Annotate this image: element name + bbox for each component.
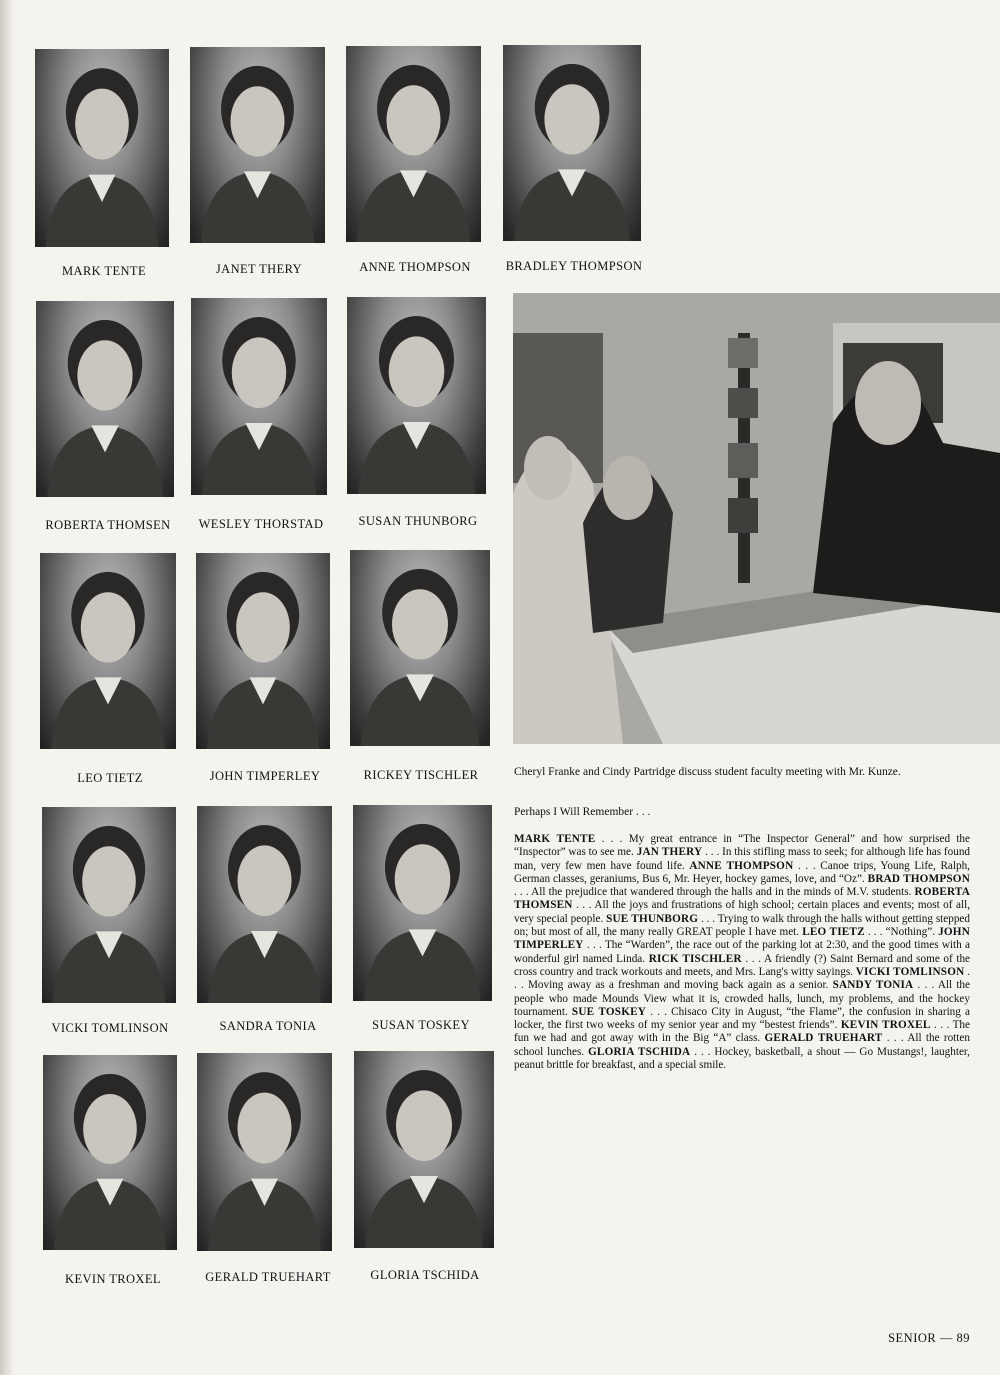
memory-name: BRAD THOMPSON <box>867 872 970 885</box>
page-folio: SENIOR — 89 <box>888 1331 970 1345</box>
portrait-silhouette <box>197 806 332 1003</box>
memory-name: LEO TIETZ <box>802 926 865 939</box>
senior-name: JOHN TIMPERLEY <box>209 769 321 783</box>
senior-name: SUSAN TOSKEY <box>372 1018 470 1032</box>
portrait-photo <box>197 1053 332 1251</box>
page-spine-shadow <box>0 0 14 1375</box>
senior-name: ANNE THOMPSON <box>359 260 471 274</box>
senior-name: KEVIN TROXEL <box>65 1272 161 1286</box>
memory-name: KEVIN TROXEL <box>840 1019 931 1032</box>
senior-name: SUSAN THUNBORG <box>358 514 478 528</box>
portrait-photo <box>353 805 492 1001</box>
portrait-silhouette <box>36 301 174 497</box>
photo-caption: Cheryl Franke and Cindy Partridge discuss student faculty meeting with Mr. Kunze. <box>514 766 901 778</box>
portrait-silhouette <box>346 46 481 242</box>
senior-name: MARK TENTE <box>62 264 146 278</box>
portrait-photo <box>190 47 325 243</box>
portrait-photo <box>346 46 481 242</box>
senior-name: BRADLEY THOMPSON <box>505 259 643 273</box>
portrait-silhouette <box>350 550 490 746</box>
portrait-silhouette <box>354 1051 494 1248</box>
memory-name: SUE TOSKEY <box>571 1005 647 1018</box>
portrait-silhouette <box>353 805 492 1001</box>
memory-name: RICK TISCHLER <box>648 952 742 965</box>
memories-paragraph <box>514 833 970 1072</box>
memory-name: MARK TENTE <box>514 833 596 845</box>
memory-text: . . . “Nothing”. <box>864 926 939 939</box>
portrait-silhouette <box>42 807 176 1003</box>
memory-text: . . . The “Warden”, the race out of the parking lot at 2:30, and the good times with a wonderful girl named Linda. <box>514 939 970 965</box>
portrait-photo <box>191 298 327 495</box>
memory-name: JAN THERY <box>636 846 703 859</box>
senior-name: RICKEY TISCHLER <box>363 768 479 782</box>
portrait-photo <box>35 49 169 247</box>
memory-text: . . . All the people who made Mounds View what it is, crowded halls, lunch, my problems, and the hockey tournament. <box>514 979 970 1018</box>
memory-name: GERALD TRUEHART <box>764 1032 883 1045</box>
memory-name: SUE THUNBORG <box>606 912 699 925</box>
portrait-photo <box>40 553 176 749</box>
memory-text: . . . A friendly (?) Saint Bernard and some of the cross country and track workouts and meets, and Mrs. Lang's witty sayings. <box>514 952 971 978</box>
memory-text: . . . My great entrance in “The Inspector General” and how surprised the “Inspector” was to see me. <box>514 833 970 859</box>
memory-text: . . . Chisaco City in August, “the Flame”, the confusion in sharing a locker, the first two weeks of my senior year and my “bestest friends”. <box>514 1005 970 1032</box>
memory-text: . . . The fun we had and got away with in the Big “A” class. <box>514 1019 970 1045</box>
memory-name: SANDY TONIA <box>832 979 914 992</box>
memory-name: ROBERTA THOMSEN <box>514 886 970 912</box>
senior-name: ROBERTA THOMSEN <box>45 518 171 532</box>
memory-name: VICKI TOMLINSON <box>855 965 965 978</box>
senior-name: WESLEY THORSTAD <box>198 517 324 531</box>
senior-name: GLORIA TSCHIDA <box>370 1268 480 1282</box>
portrait-photo <box>350 550 490 746</box>
portrait-photo <box>36 301 174 497</box>
senior-name: SANDRA TONIA <box>219 1019 317 1033</box>
portrait-silhouette <box>196 553 330 749</box>
memory-text: . . . All the joys and frustrations of high school; certain places and events; most of all, very special people. <box>514 899 970 925</box>
memories-heading: Perhaps I Will Remember . . . <box>514 806 651 818</box>
memory-text: . . . All the prejudice that wandered through the halls and in the minds of M.V. students. <box>514 886 915 899</box>
memory-text: . . . All the rotten school lunches. <box>514 1032 970 1058</box>
portrait-photo <box>354 1051 494 1248</box>
portrait-silhouette <box>197 1053 332 1251</box>
memory-text: . . . In this stifling mass to seek; for although life has found man, very few men have found life. <box>514 846 971 872</box>
memory-text: . . . Trying to walk through the halls without getting stepped on; but most of all, the many really GREAT people I have met. <box>514 912 970 939</box>
senior-name: LEO TIETZ <box>77 771 143 785</box>
memory-text: . . . Canoe trips, Young Life, Ralph, German classes, geraniums, Bus 6, Mr. Heyer, hockey games, love, and “Oz”. <box>514 859 970 885</box>
portrait-photo <box>347 297 486 494</box>
portrait-photo <box>42 807 176 1003</box>
memory-text: . . . Hockey, basketball, a shout — Go Mustangs!, laughter, peanut brittle for breakfast, and a special smile. <box>514 1045 970 1072</box>
memory-name: ANNE THOMPSON <box>689 859 794 872</box>
portrait-photo <box>503 45 641 241</box>
portrait-silhouette <box>190 47 325 243</box>
senior-name: VICKI TOMLINSON <box>51 1021 169 1035</box>
senior-name: GERALD TRUEHART <box>205 1270 331 1284</box>
portrait-silhouette <box>503 45 641 241</box>
portrait-silhouette <box>35 49 169 247</box>
candid-office-photo <box>513 293 1000 744</box>
memory-text: . . . Moving away as a freshman and moving back again as a senior. <box>514 965 970 992</box>
portrait-photo <box>196 553 330 749</box>
senior-name: JANET THERY <box>215 262 303 276</box>
portrait-silhouette <box>40 553 176 749</box>
portrait-photo <box>43 1055 177 1250</box>
memory-name: JOHN TIMPERLEY <box>514 926 970 952</box>
portrait-silhouette <box>191 298 327 495</box>
memory-name: GLORIA TSCHIDA <box>588 1045 691 1058</box>
portrait-silhouette <box>347 297 486 494</box>
portrait-photo <box>197 806 332 1003</box>
portrait-silhouette <box>43 1055 177 1250</box>
